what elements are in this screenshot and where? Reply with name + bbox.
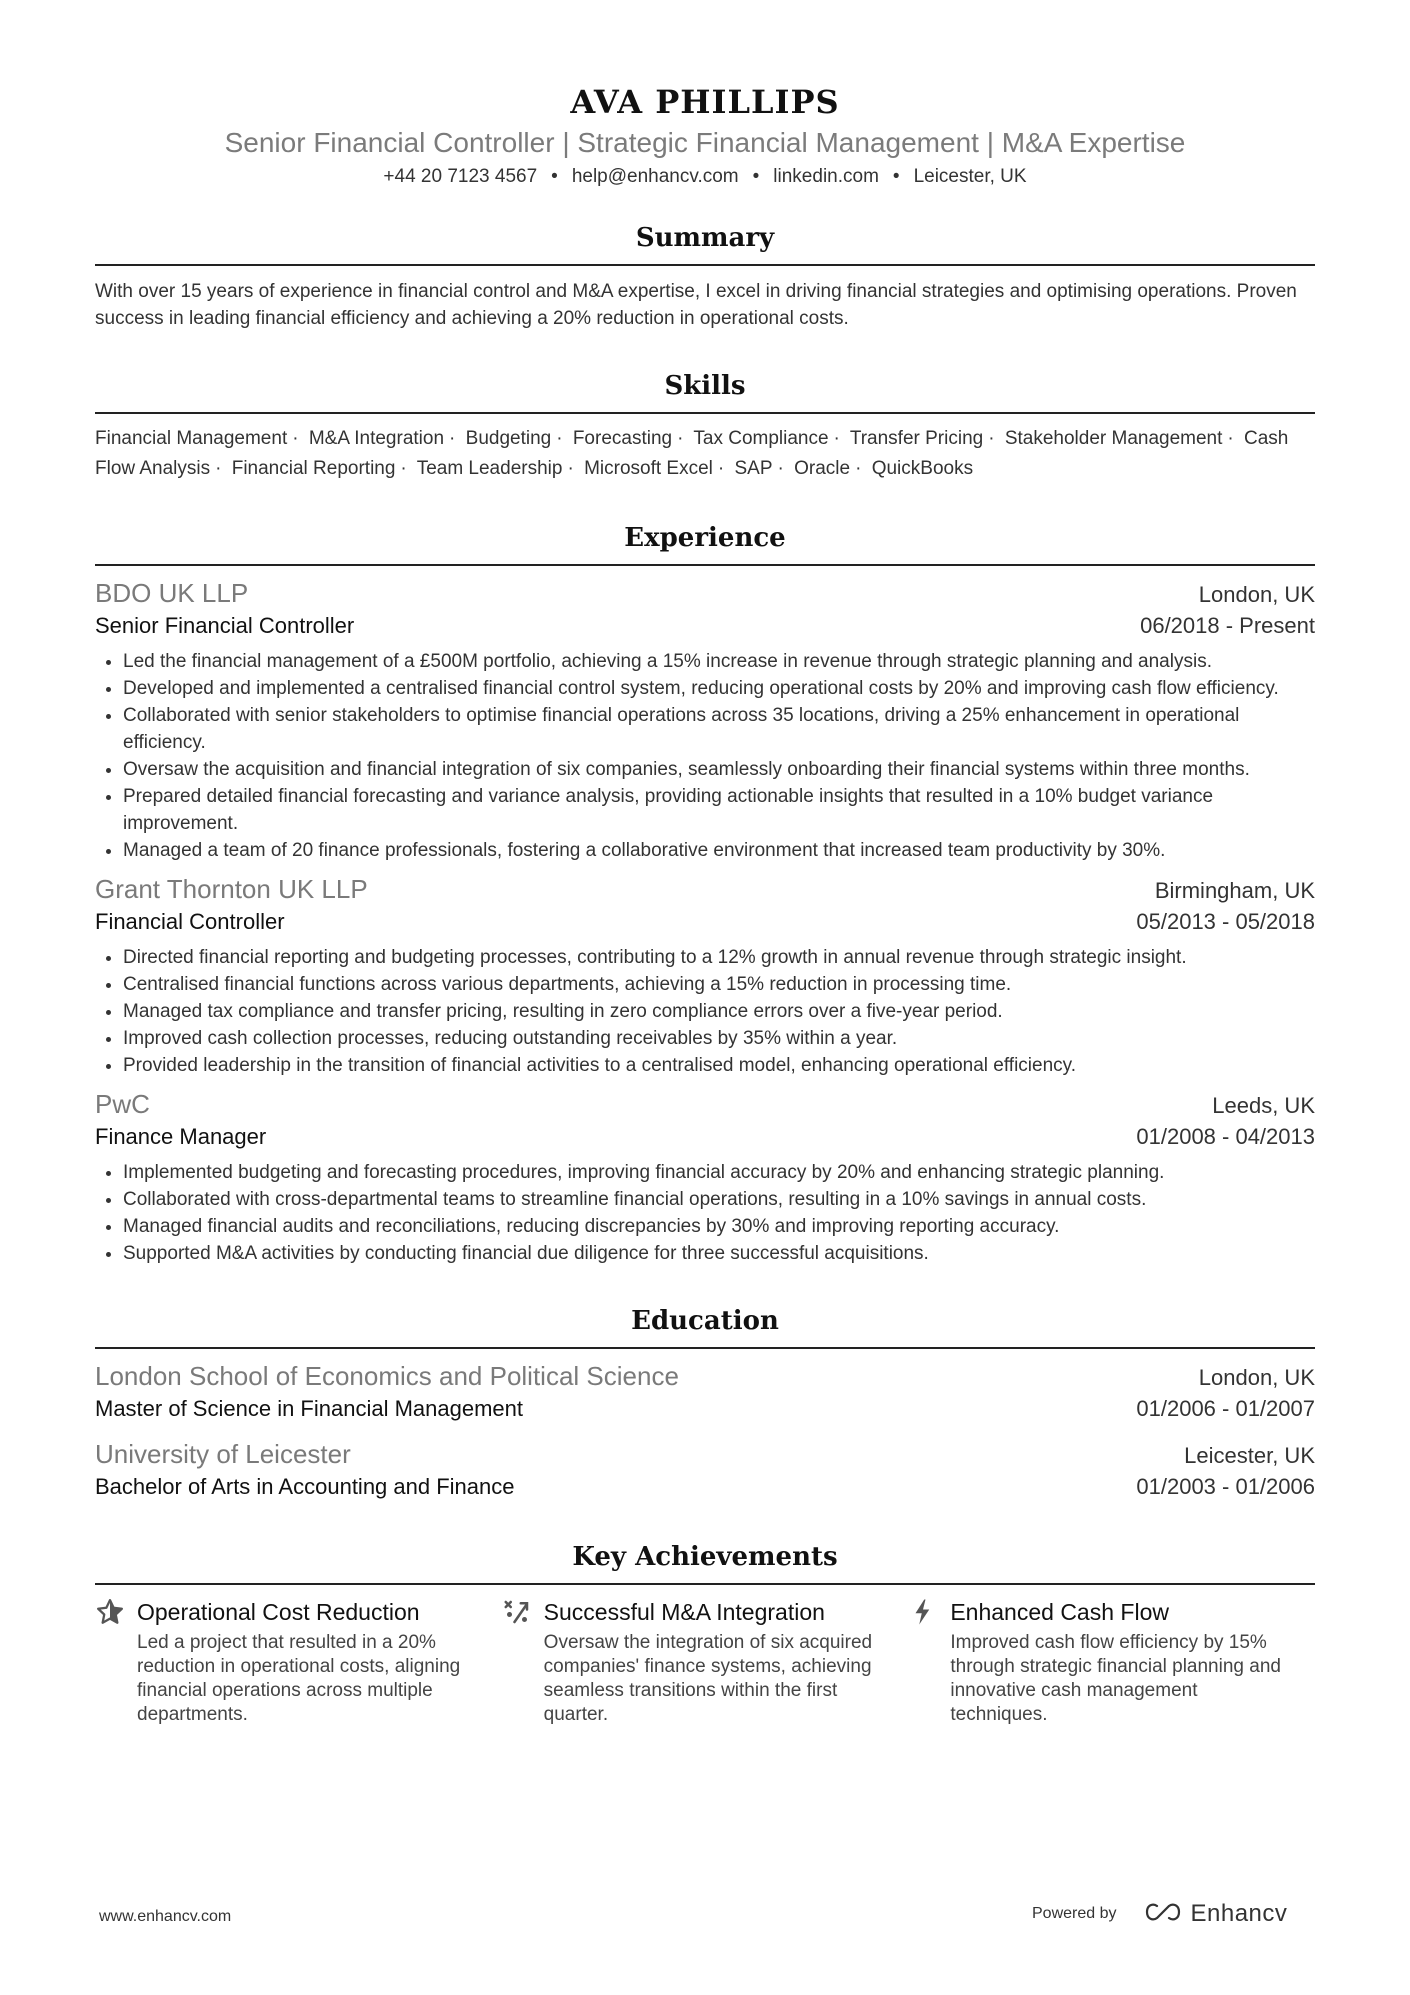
achievement-item (95, 1597, 502, 1727)
achievement-description: Oversaw the integration of six acquired companies' finance systems, achieving seamless transitions within the first quarter. (543, 1632, 873, 1725)
achievement-title: Operational Cost Reduction (137, 1599, 420, 1625)
skill-separator: · (215, 458, 222, 479)
achievements-grid (95, 1597, 1315, 1727)
job-bullet: • Directed financial reporting and budgeting processes, contributing to a 12% growth in annual revenue through strategic insight. (123, 944, 1315, 971)
job-bullet: • Led the financial management of a £500M portfolio, achieving a 15% increase in revenue through strategic planning and analysis. (123, 648, 1315, 675)
experience-section (95, 520, 1315, 1267)
job-dates: 06/2018 - Present (1140, 613, 1315, 638)
skill-separator: · (833, 428, 840, 449)
skill-separator: · (292, 428, 299, 449)
job-location: London, UK (1198, 582, 1315, 607)
education-dates: 01/2006 - 01/2007 (1136, 1396, 1315, 1421)
achievement-title: Enhanced Cash Flow (950, 1599, 1169, 1625)
job-bullet: • Centralised financial functions across various departments, achieving a 15% reduction in processing time. (123, 971, 1315, 998)
enhancv-brand-name: Enhancv (1190, 1900, 1288, 1927)
footer-branding (1032, 1900, 1287, 1928)
job-company: PwC (95, 1089, 150, 1119)
education-degree: Master of Science in Financial Management (95, 1396, 523, 1421)
separator-dot: • (752, 166, 760, 187)
job-role: Senior Financial Controller (95, 613, 355, 638)
job-bullet: • Developed and implemented a centralised financial control system, reducing operational costs by 20% and improving cash flow efficiency. (123, 675, 1315, 702)
skill-item: SAP (734, 458, 773, 479)
achievement-item (908, 1597, 1315, 1727)
job-bullet: • Oversaw the acquisition and financial integration of six companies, seamlessly onboarding their financial systems within three months. (123, 756, 1315, 783)
separator-dot: • (892, 166, 900, 187)
job-bullet: • Managed a team of 20 finance professionals, fostering a collaborative environment that increased team productivity by 30%. (123, 837, 1315, 864)
contact-email[interactable]: help@enhancv.com (571, 166, 739, 187)
contact-line (95, 164, 1315, 190)
job-location: Birmingham, UK (1154, 878, 1315, 903)
job-bullet: • Managed financial audits and reconciliations, reducing discrepancies by 30% and improving reporting accuracy. (123, 1213, 1315, 1240)
star-icon (95, 1597, 137, 1627)
skill-separator: · (449, 428, 456, 449)
summary-section (95, 220, 1315, 332)
contact-location: Leicester, UK (913, 166, 1027, 187)
footer-website[interactable]: www.enhancv.com (99, 1908, 232, 1925)
achievement-description: Improved cash flow efficiency by 15% through strategic financial planning and innovative cash management techniques. (950, 1632, 1281, 1725)
skill-item: M&A Integration (308, 428, 445, 449)
achievement-title: Successful M&A Integration (543, 1599, 825, 1625)
job-bullet: • Improved cash collection processes, reducing outstanding receivables by 35% within a year. (123, 1025, 1315, 1052)
education-location: Leicester, UK (1184, 1443, 1315, 1468)
skill-separator: · (556, 428, 563, 449)
skill-separator: · (777, 458, 784, 479)
section-divider (95, 264, 1315, 266)
skill-item: Microsoft Excel (584, 458, 713, 479)
section-divider (95, 1347, 1315, 1349)
job-entry (95, 576, 1315, 864)
skill-item: Tax Compliance (693, 428, 829, 449)
achievements-section (95, 1539, 1315, 1727)
section-heading-education: Education (631, 1306, 779, 1336)
skill-item: Cash Flow Analysis (95, 428, 1289, 479)
job-bullet: • Collaborated with senior stakeholders to optimise financial operations across 35 locations, driving a 25% enhancement in operational efficiency. (123, 702, 1315, 756)
education-school: University of Leicester (95, 1439, 351, 1469)
separator-dot: • (551, 166, 558, 187)
job-dates: 05/2013 - 05/2018 (1136, 909, 1315, 934)
education-school: London School of Economics and Political Science (95, 1361, 679, 1391)
job-bullet: • Managed tax compliance and transfer pricing, resulting in zero compliance errors over a five-year period. (123, 998, 1315, 1025)
job-bullets (95, 648, 1315, 864)
integration-icon (502, 1597, 544, 1627)
skill-separator: · (400, 458, 407, 479)
section-heading-experience: Experience (624, 523, 786, 553)
skill-separator: · (1227, 428, 1234, 449)
skill-separator: · (988, 428, 995, 449)
skill-item: Stakeholder Management (1004, 428, 1223, 449)
contact-linkedin[interactable]: linkedin.com (773, 166, 879, 187)
section-heading-summary: Summary (635, 223, 775, 253)
skill-item: Team Leadership (416, 458, 563, 479)
job-entry (95, 872, 1315, 1079)
skill-item: Forecasting (572, 428, 673, 449)
skill-item: Financial Reporting (231, 458, 396, 479)
job-entry (95, 1087, 1315, 1267)
skill-separator: · (567, 458, 574, 479)
job-bullet: • Prepared detailed financial forecasting and variance analysis, providing actionable insights that resulted in a 10% budget variance improvement. (123, 783, 1315, 837)
skills-list (95, 424, 1315, 484)
job-bullet: • Provided leadership in the transition of financial activities to a centralised model, enhancing operational efficiency. (123, 1052, 1315, 1079)
contact-phone: +44 20 7123 4567 (383, 166, 538, 187)
job-bullet: • Collaborated with cross-departmental teams to streamline financial operations, resulting in a 10% savings in annual costs. (123, 1186, 1315, 1213)
section-heading-achievements: Key Achievements (572, 1542, 838, 1572)
education-degree: Bachelor of Arts in Accounting and Finance (95, 1474, 515, 1499)
skill-item: Financial Management (95, 428, 288, 449)
education-entry (95, 1359, 1315, 1425)
candidate-title: Senior Financial Controller | Strategic Financial Management | M&A Expertise (224, 127, 1186, 158)
skill-item: QuickBooks (871, 458, 974, 479)
section-divider (95, 1583, 1315, 1585)
job-company: Grant Thornton UK LLP (95, 874, 368, 904)
section-heading-skills: Skills (664, 371, 746, 401)
candidate-name: AVA PHILLIPS (570, 83, 840, 121)
section-divider (95, 564, 1315, 566)
job-dates: 01/2008 - 04/2013 (1136, 1124, 1315, 1149)
lightning-icon (908, 1597, 950, 1627)
section-divider (95, 412, 1315, 414)
skill-item: Budgeting (465, 428, 552, 449)
skill-item: Transfer Pricing (849, 428, 984, 449)
skill-item: Oracle (794, 458, 851, 479)
job-bullet: • Supported M&A activities by conducting financial due diligence for three successful acquisitions. (123, 1240, 1315, 1267)
job-role: Finance Manager (95, 1124, 267, 1149)
education-dates: 01/2003 - 01/2006 (1136, 1474, 1315, 1499)
skills-section (95, 368, 1315, 484)
job-company: BDO UK LLP (95, 578, 249, 608)
enhancv-logo-icon (1143, 1901, 1183, 1928)
education-location: London, UK (1198, 1365, 1315, 1390)
education-entry (95, 1437, 1315, 1503)
education-section (95, 1303, 1315, 1503)
summary-text: With over 15 years of experience in financial control and M&A expertise, I excel in driving financial strategies and optimising operations. Proven success in leading financial efficiency and achieving a 20% reduction in operational costs. (95, 281, 1297, 329)
job-role: Financial Controller (95, 909, 285, 934)
achievement-description: Led a project that resulted in a 20% reduction in operational costs, aligning financial operations across multiple departments. (137, 1632, 461, 1725)
job-bullet: • Implemented budgeting and forecasting procedures, improving financial accuracy by 20% and enhancing strategic planning. (123, 1159, 1315, 1186)
achievement-item (502, 1597, 909, 1727)
job-bullets (95, 1159, 1315, 1267)
resume-content (95, 82, 1315, 1727)
skill-separator: · (855, 458, 862, 479)
powered-by-label: Powered by (1032, 1905, 1117, 1922)
job-location: Leeds, UK (1212, 1093, 1315, 1118)
job-bullets (95, 944, 1315, 1079)
skill-separator: · (677, 428, 684, 449)
skill-separator: · (717, 458, 725, 479)
